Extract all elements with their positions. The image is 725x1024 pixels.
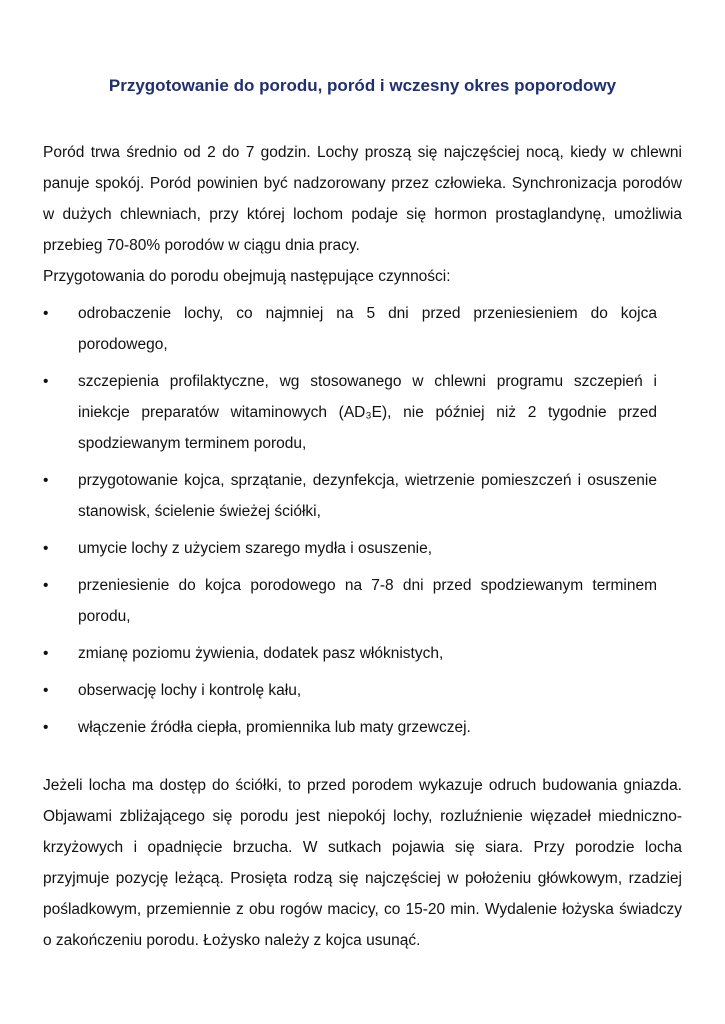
list-item-text: zmianę poziomu żywienia, dodatek pasz włóknistych, [78, 645, 444, 662]
list-item [43, 675, 657, 706]
list-item-text: przygotowanie kojca, sprzątanie, dezynfekcja, wietrzenie pomieszczeń i osuszenie stanowisk, ścielenie świeżej ściółki, [78, 472, 657, 520]
list-item [43, 638, 657, 669]
paragraph-labor-signs: Jeżeli locha ma dostęp do ściółki, to przed porodem wykazuje odruch budowania gniazda. Objawami zbliżającego się porodu jest niepokój lochy, rozluźnienie więzadeł miedniczno-krzyżowych i opadnięcie brzucha. W sutkach pojawia się siara. Przy porodzie locha przyjmuje pozycję leżącą. Prosięta rodzą się najczęściej w położeniu główkowym, rzadziej pośladkowym, przemiennie z obu rogów macicy, co 15-20 min. Wydalenie łożyska świadczy o zakończeniu porodu. Łożysko należy z kojca usunąć. [43, 777, 682, 949]
list-item [43, 465, 657, 527]
list-item-text: przeniesienie do kojca porodowego na 7-8 dni przed spodziewanym terminem porodu, [78, 577, 657, 625]
bullet-icon: • [43, 719, 49, 736]
bullet-icon: • [43, 645, 49, 662]
list-item-text: włączenie źródła ciepła, promiennika lub maty grzewczej. [78, 719, 471, 736]
bullet-icon: • [43, 373, 49, 390]
list-item-text: obserwację lochy i kontrolę kału, [78, 682, 302, 699]
list-item [43, 712, 657, 743]
bullet-icon: • [43, 540, 49, 557]
paragraph-preparation-intro: Przygotowania do porodu obejmują następujące czynności: [43, 268, 451, 285]
document-title: Przygotowanie do porodu, poród i wczesny okres poporodowy [108, 76, 617, 95]
preparation-list [43, 298, 657, 749]
bullet-icon: • [43, 577, 49, 594]
list-item-text: umycie lochy z użyciem szarego mydła i osuszenie, [78, 540, 433, 557]
bullet-icon: • [43, 305, 49, 322]
list-item-text: szczepienia profilaktyczne, wg stosowanego w chlewni programu szczepień i iniekcje preparatów witaminowych (AD₃E), nie później niż 2 tygodnie przed spodziewanym terminem porodu, [78, 373, 657, 452]
list-item [43, 366, 657, 459]
paragraph-labor-duration: Poród trwa średnio od 2 do 7 godzin. Lochy proszą się najczęściej nocą, kiedy w chlewni panuje spokój. Poród powinien być nadzorowany przez człowieka. Synchronizacja porodów w dużych chlewniach, przy której lochom podaje się hormon prostaglandynę, umożliwia przebieg 70-80% porodów w ciągu dnia pracy. [43, 144, 682, 254]
list-item [43, 533, 657, 564]
list-item [43, 298, 657, 360]
bullet-icon: • [43, 682, 49, 699]
bullet-icon: • [43, 472, 49, 489]
list-item [43, 570, 657, 632]
list-item-text: odrobaczenie lochy, co najmniej na 5 dni przed przeniesieniem do kojca porodowego, [78, 305, 657, 353]
